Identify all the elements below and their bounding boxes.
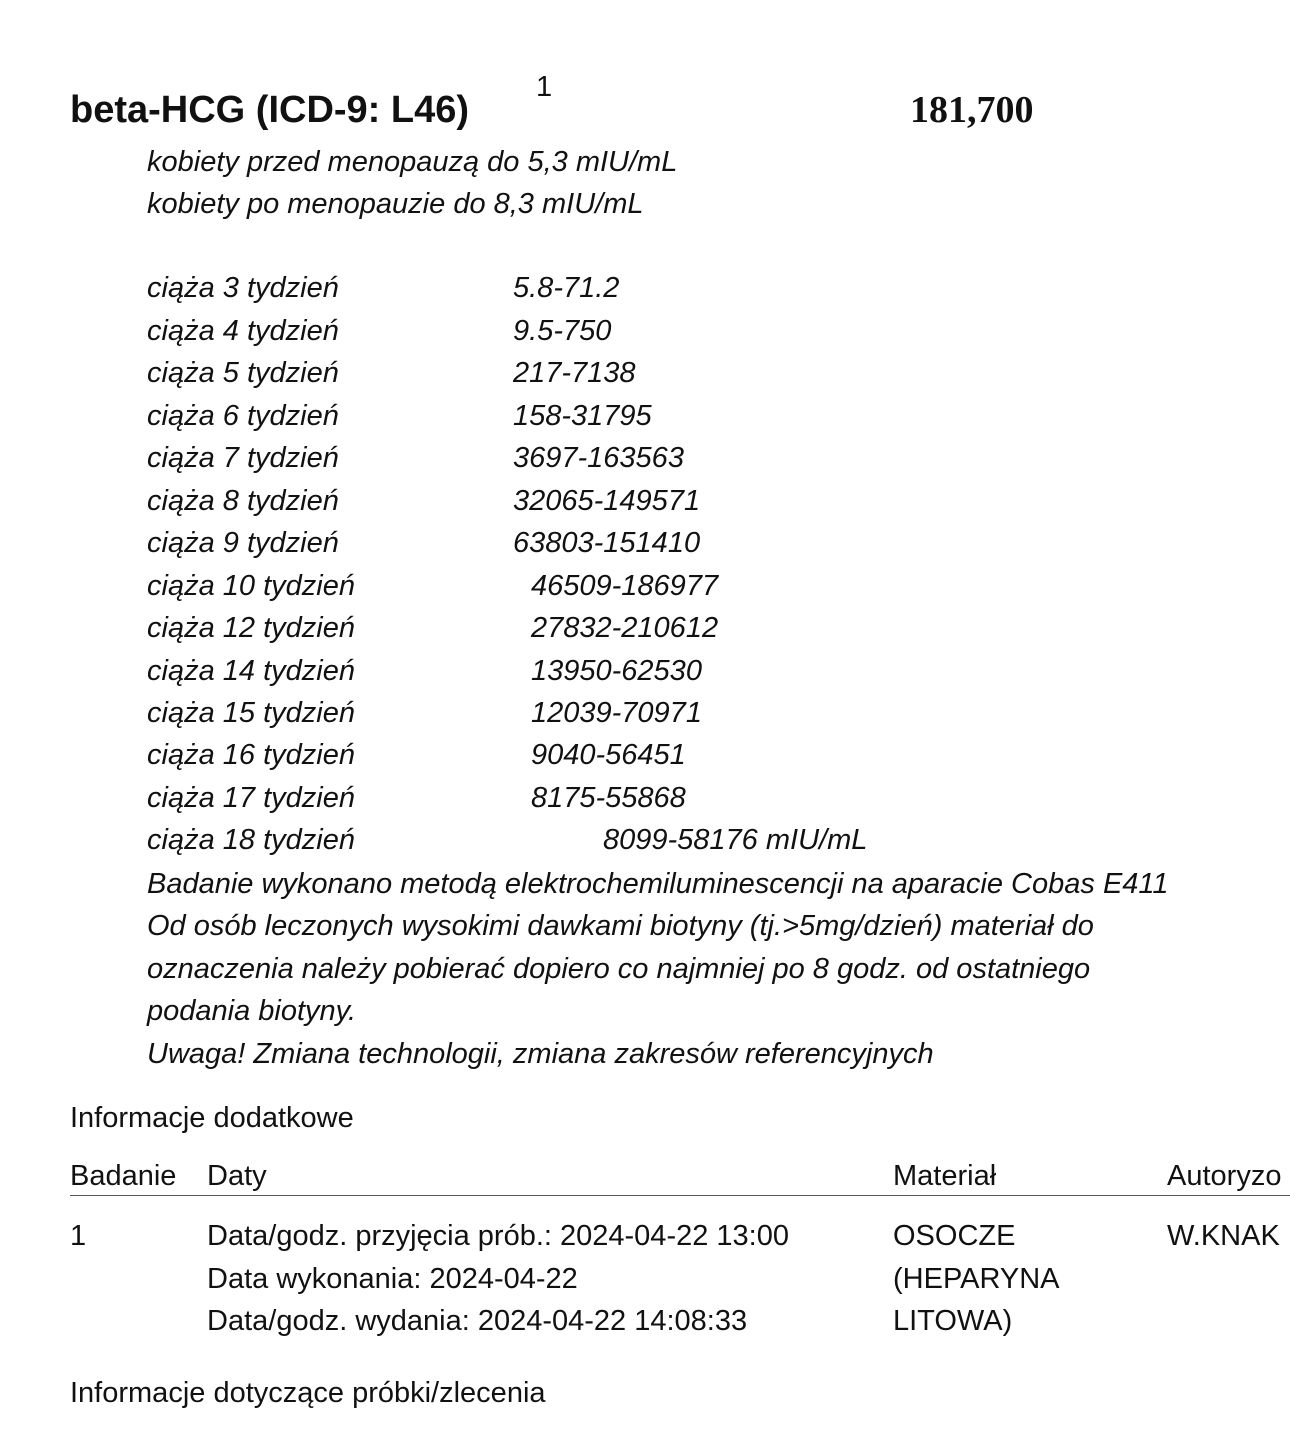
table-header-divider [70, 1195, 1290, 1196]
pregnancy-week-label: ciąża 7 tydzień [147, 442, 339, 474]
additional-info-heading: Informacje dodatkowe [70, 1102, 354, 1134]
sample-info-heading: Informacje dotyczące próbki/zlecenia [70, 1377, 546, 1409]
pregnancy-week-range: 63803-151410 [513, 527, 701, 559]
pregnancy-week-range: 217-7138 [513, 357, 636, 389]
column-header-material: Materiał [893, 1160, 997, 1192]
pregnancy-week-range: 8175-55868 [531, 782, 686, 814]
authorized-by: W.KNAK [1167, 1220, 1280, 1252]
column-header-daty: Daty [207, 1160, 267, 1192]
pregnancy-week-label: ciąża 12 tydzień [147, 612, 355, 644]
test-result: 181,700 [910, 89, 1034, 131]
date-received: Data/godz. przyjęcia prób.: 2024-04-22 13:00 [207, 1220, 789, 1252]
column-header-autoryzacja: Autoryzo [1167, 1160, 1282, 1192]
reference-postmenopause: kobiety po menopauzie do 8,3 mIU/mL [147, 188, 644, 220]
biotin-note-line-3: podania biotyny. [147, 995, 357, 1027]
pregnancy-week-label: ciąża 6 tydzień [147, 400, 339, 432]
pregnancy-week-label: ciąża 9 tydzień [147, 527, 339, 559]
row-badanie-number: 1 [70, 1220, 87, 1252]
pregnancy-week-range: 158-31795 [513, 400, 652, 432]
pregnancy-week-label: ciąża 15 tydzień [147, 697, 355, 729]
material-line-2: (HEPARYNA [893, 1263, 1060, 1295]
pregnancy-week-label: ciąża 5 tydzień [147, 357, 339, 389]
biotin-note-line-1: Od osób leczonych wysokimi dawkami biotyny (tj.>5mg/dzień) materiał do [147, 910, 1094, 942]
pregnancy-week-range: 12039-70971 [531, 697, 702, 729]
pregnancy-week-label: ciąża 8 tydzień [147, 485, 339, 517]
pregnancy-week-range: 13950-62530 [531, 655, 702, 687]
technology-warning: Uwaga! Zmiana technologii, zmiana zakresów referencyjnych [147, 1038, 934, 1070]
pregnancy-week-label: ciąża 10 tydzień [147, 570, 355, 602]
pregnancy-week-label: ciąża 4 tydzień [147, 315, 339, 347]
column-header-badanie: Badanie [70, 1160, 177, 1192]
pregnancy-week-range: 9040-56451 [531, 739, 686, 771]
pregnancy-week-range: 5.8-71.2 [513, 272, 620, 304]
material-line-3: LITOWA) [893, 1305, 1013, 1337]
pregnancy-week-label: ciąża 3 tydzień [147, 272, 339, 304]
method-note: Badanie wykonano metodą elektrochemiluminescencji na aparacie Cobas E411 [147, 868, 1169, 900]
pregnancy-week-range: 32065-149571 [513, 485, 701, 517]
pregnancy-week-label: ciąża 17 tydzień [147, 782, 355, 814]
pregnancy-week-label: ciąża 16 tydzień [147, 739, 355, 771]
pregnancy-week-label: ciąża 14 tydzień [147, 655, 355, 687]
pregnancy-week-range: 8099-58176 mIU/mL [603, 824, 868, 856]
pregnancy-week-range: 27832-210612 [531, 612, 719, 644]
date-performed: Data wykonania: 2024-04-22 [207, 1263, 578, 1295]
pregnancy-week-range: 46509-186977 [531, 570, 719, 602]
pregnancy-week-label: ciąża 18 tydzień [147, 824, 355, 856]
test-title: beta-HCG (ICD-9: L46) [70, 89, 470, 131]
reference-premenopause: kobiety przed menopauzą do 5,3 mIU/mL [147, 146, 678, 178]
biotin-note-line-2: oznaczenia należy pobierać dopiero co najmniej po 8 godz. od ostatniego [147, 953, 1091, 985]
footnote-marker: 1 [536, 71, 553, 103]
pregnancy-week-range: 3697-163563 [513, 442, 684, 474]
pregnancy-week-range: 9.5-750 [513, 315, 612, 347]
material-line-1: OSOCZE [893, 1220, 1016, 1252]
date-issued: Data/godz. wydania: 2024-04-22 14:08:33 [207, 1305, 748, 1337]
